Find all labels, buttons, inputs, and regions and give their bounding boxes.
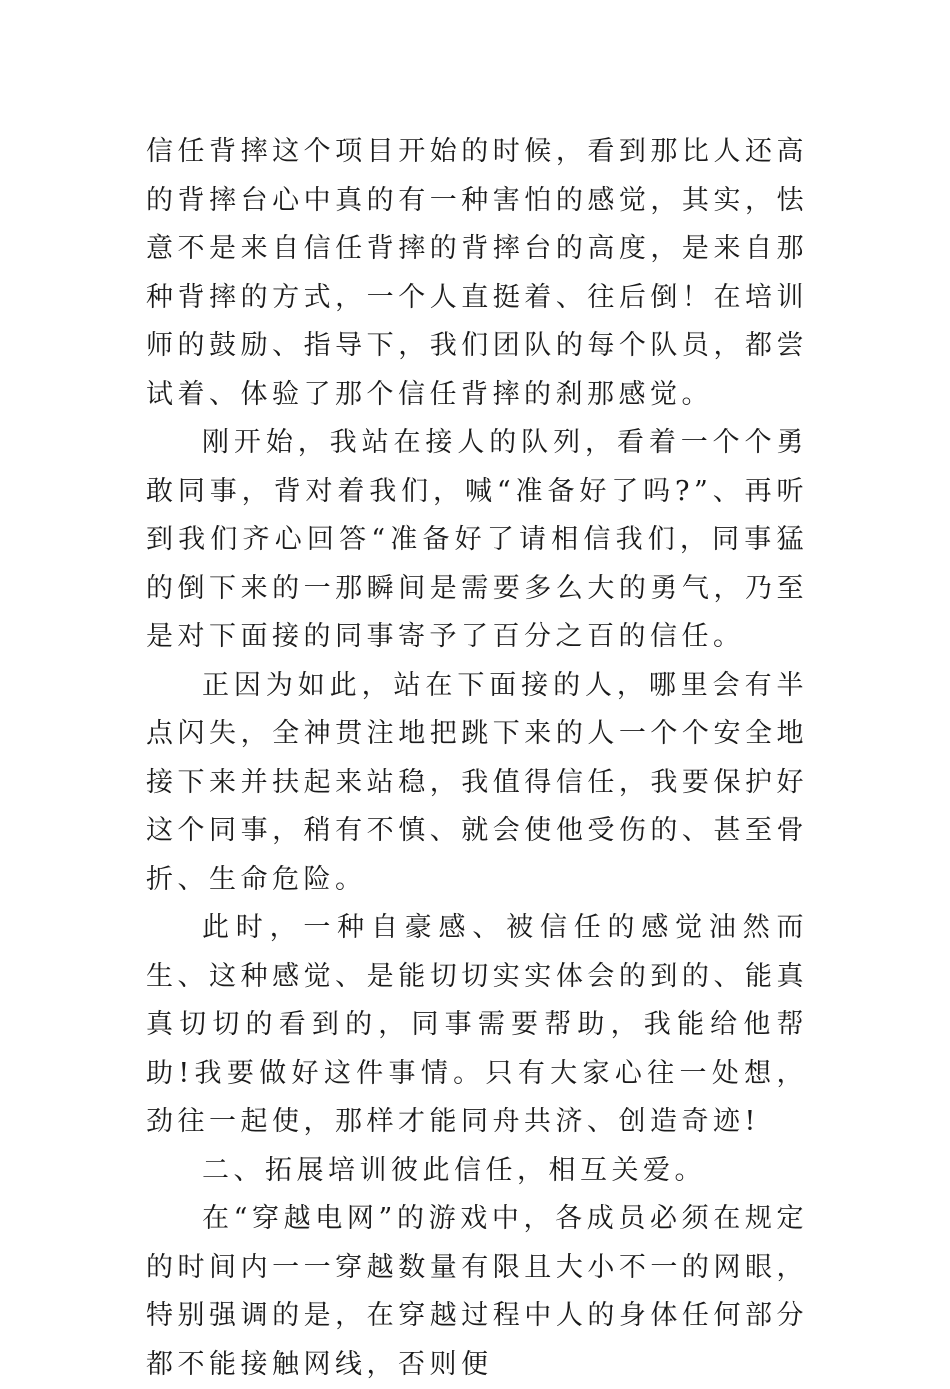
paragraph-electric-net-game: 在“穿越电网”的游戏中，各成员必须在规定的时间内一一穿越数量有限且大小不一的网眼，特别强调的是，在穿越过程中人的身体任何部分都不能接触网线，否则便 — [146, 1203, 808, 1380]
document-body — [146, 128, 808, 1389]
paragraph-pride-feeling: 此时，一种自豪感、被信任的感觉油然而生、这种感觉、是能切切实实体会的到的、能真真切切的看到的，同事需要帮助，我能给他帮助!我要做好这件事情。只有大家心往一处想，劲往一起使，那样才能同舟共济、创造奇迹! — [146, 912, 808, 1137]
section-heading-two: 二、拓展培训彼此信任，相互关爱。 — [202, 1154, 706, 1186]
paragraph-catchers-focus: 正因为如此，站在下面接的人，哪里会有半点闪失，全神贯注地把跳下来的人一个个安全地接下来并扶起来站稳，我值得信任，我要保护好这个同事，稍有不慎、就会使他受伤的、甚至骨折、生命危险。 — [146, 669, 808, 895]
paragraph-trust-fall-intro: 信任背摔这个项目开始的时候，看到那比人还高的背摔台心中真的有一种害怕的感觉，其实，怯意不是来自信任背摔的背摔台的高度，是来自那种背摔的方式，一个人直挺着、往后倒！在培训师的鼓励、指导下，我们团队的每个队员，都尝试着、体验了那个信任背摔的刹那感觉。 — [146, 136, 808, 410]
paragraph-catching-line: 刚开始，我站在接人的队列，看着一个个勇敢同事，背对着我们，喊“准备好了吗?”、再听到我们齐心回答“准备好了请相信我们，同事猛的倒下来的一那瞬间是需要多么大的勇气，乃至是对下面接的同事寄予了百分之百的信任。 — [146, 427, 808, 652]
